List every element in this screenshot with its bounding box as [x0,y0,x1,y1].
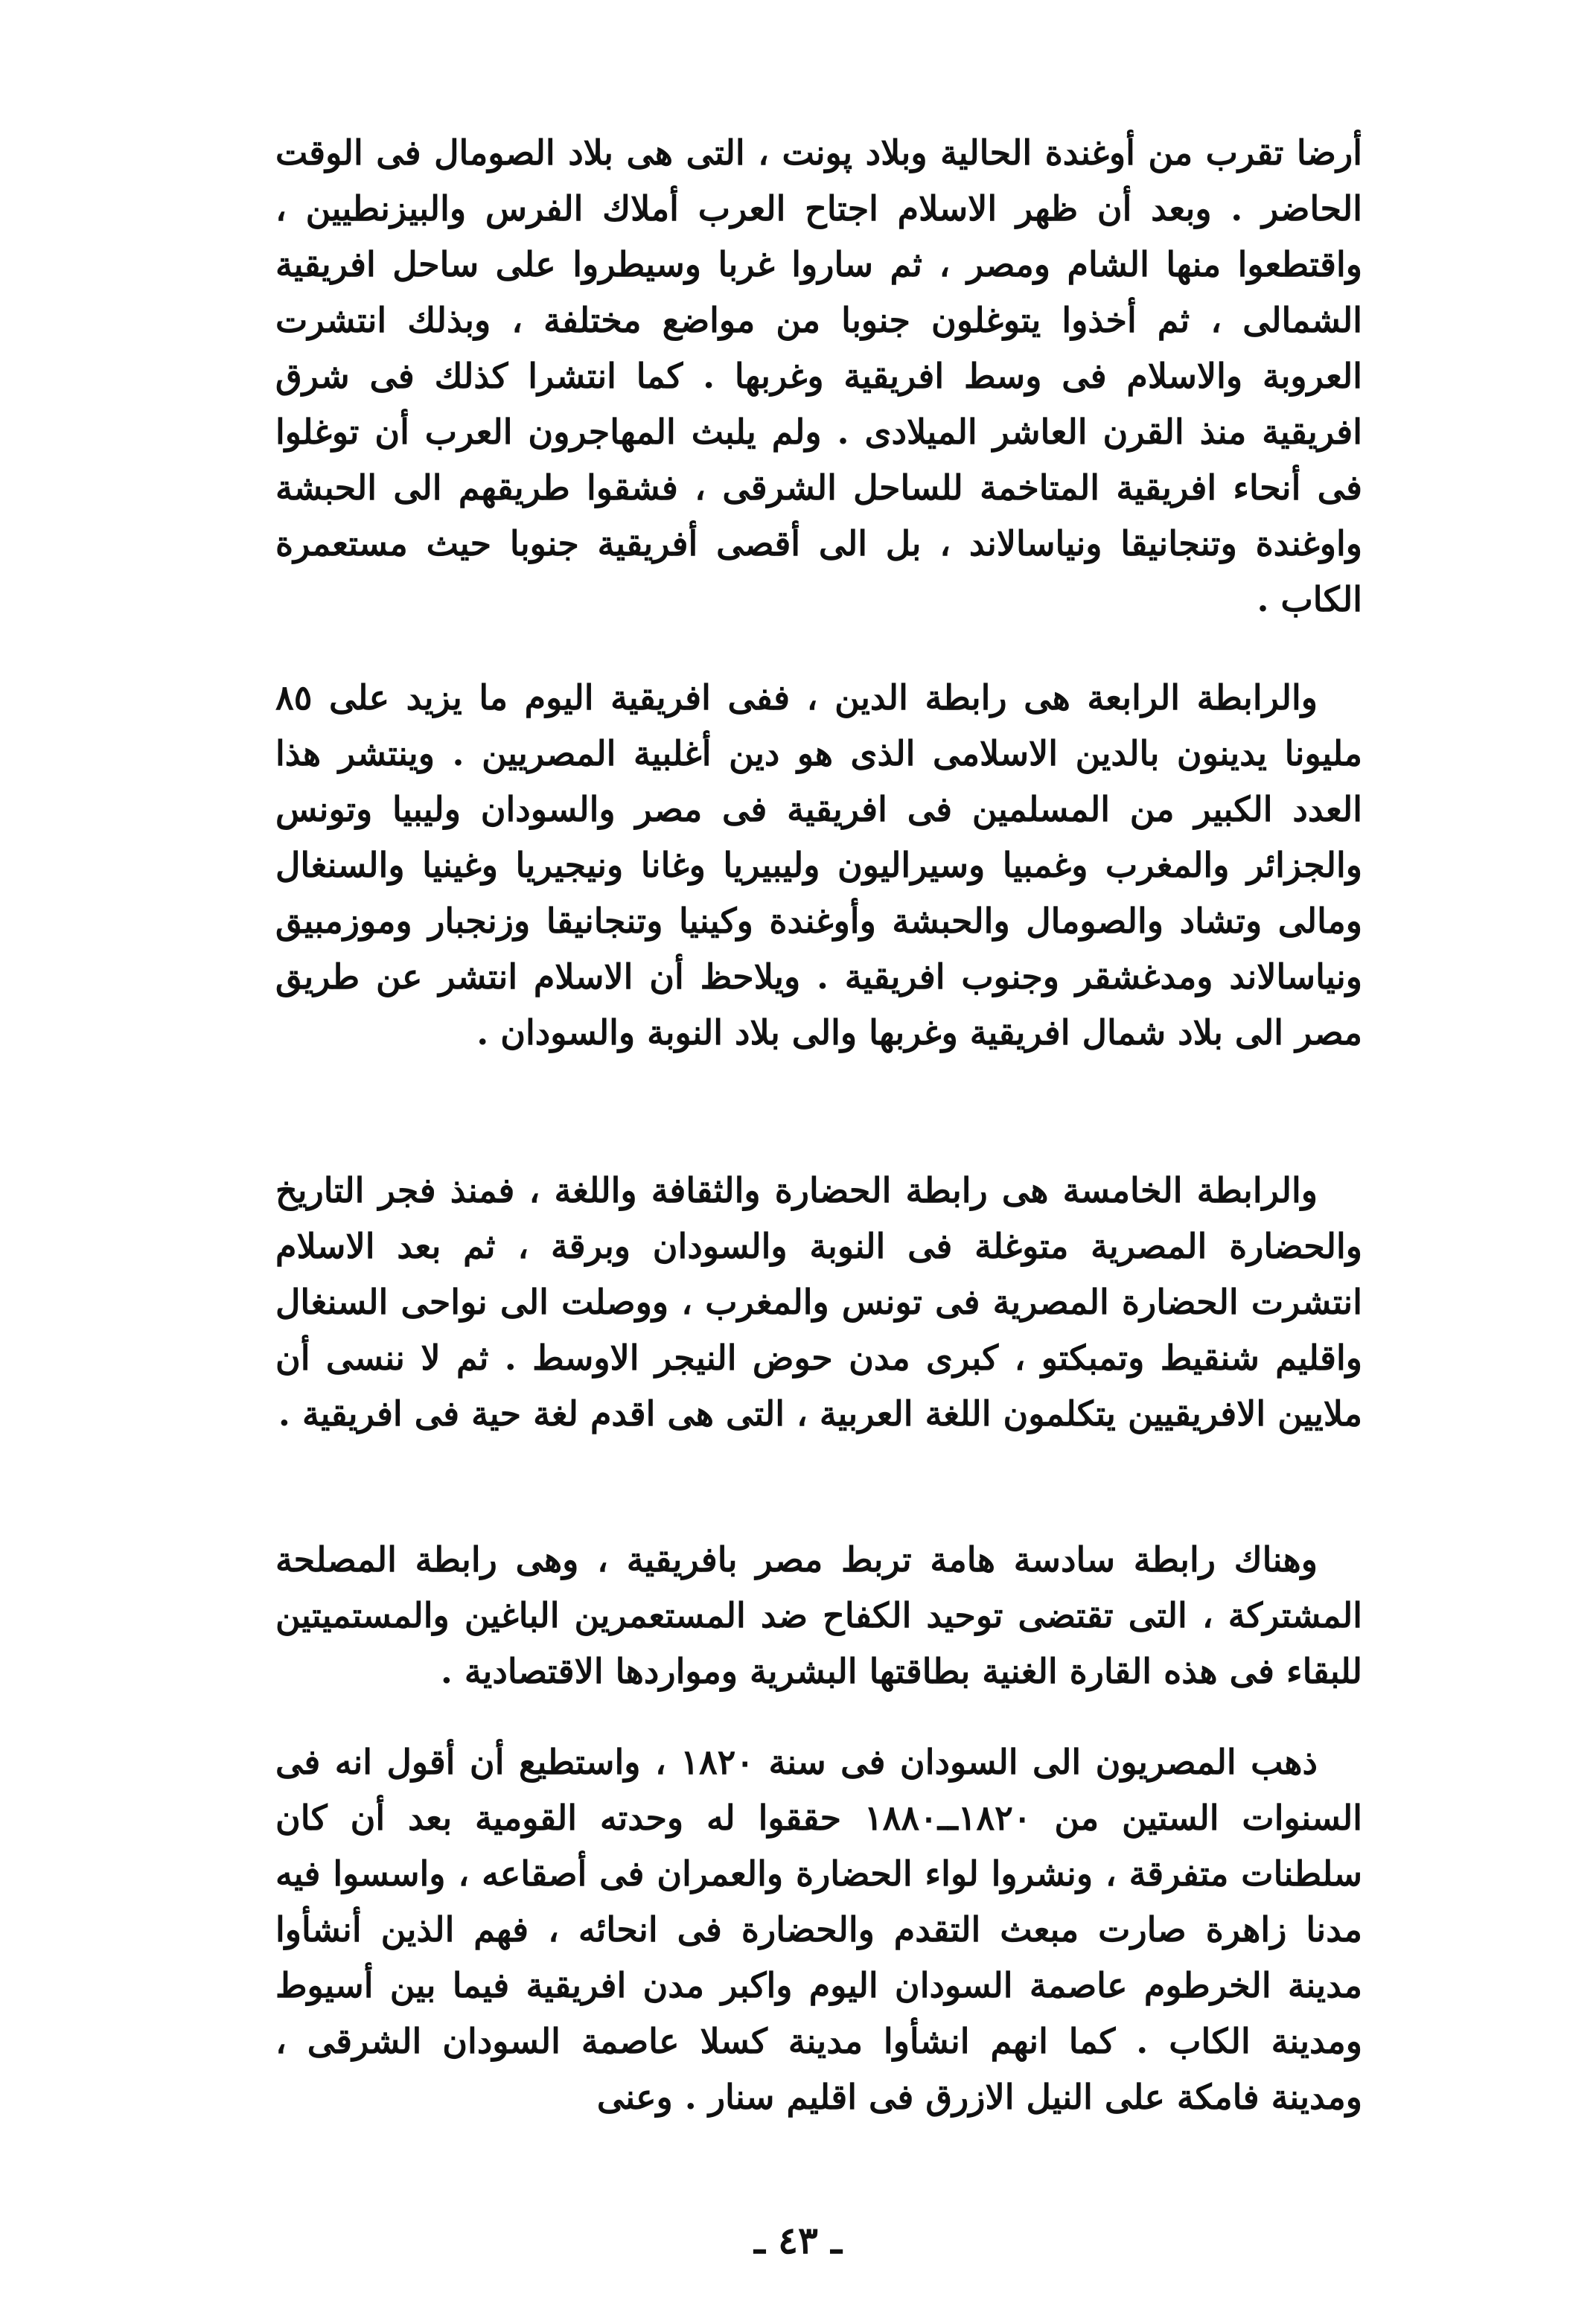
paragraph-text: ذهب المصريون الى السودان فى سنة ١٨٢٠ ، واستطيع أن أقول انه فى السنوات الستين من ١٨٢٠ــ١٨٨٠ حققوا له وحدته القومية بعد أن كان سلطنات متفرقة ، ونشروا لواء الحضارة والعمران فى أصقاعه ، واسسوا فيه مدنا زاهرة صارت مبعث التقدم والحضارة فى انحائه ، فهم الذين أنشأوا مدينة الخرطوم عاصمة السودان اليوم واكبر مدن افريقية فيما بين أسيوط ومدينة الكاب . كما انهم انشأوا مدينة كسلا عاصمة السودان الشرقى ، ومدينة فامكة على النيل الازرق فى اقليم سنار . وعنى [275,1742,1362,2117]
body-paragraph [275,670,1362,1061]
body-paragraph [275,125,1362,628]
paragraph-text: والرابطة الرابعة هى رابطة الدين ، ففى افريقية اليوم ما يزيد على ٨٥ مليونا يدينون بالدين الاسلامى الذى هو دين أغلبية المصريين . وينتشر هذا العدد الكبير من المسلمين فى افريقية فى مصر والسودان وليبيا وتونس والجزائر والمغرب وغمبيا وسيراليون وليبيريا وغانا ونيجيريا وغينيا والسنغال ومالى وتشاد والصومال والحبشة وأوغندة وكينيا وتنجانيقا وزنجبار وموزمبيق ونياسالاند ومدغشقر وجنوب افريقية . ويلاحظ أن الاسلام انتشر عن طريق مصر الى بلاد شمال افريقية وغربها والى بلاد النوبة والسودان . [275,677,1362,1053]
page-number: ـ ٤٣ ـ [754,2218,842,2262]
body-paragraph [275,1163,1362,1442]
body-paragraph [275,1734,1362,2125]
paragraph-text: أرضا تقرب من أوغندة الحالية وبلاد پونت ، التى هى بلاد الصومال فى الوقت الحاضر . وبعد أن ظهر الاسلام اجتاح العرب أملاك الفرس والبيزنطيين ، واقتطعوا منها الشام ومصر ، ثم ساروا غربا وسيطروا على ساحل افريقية الشمالى ، ثم أخذوا يتوغلون جنوبا من مواضع مختلفة ، وبذلك انتشرت العروبة والاسلام فى وسط افريقية وغربها . كما انتشرا كذلك فى شرق افريقية منذ القرن العاشر الميلادى . ولم يلبث المهاجرون العرب أن توغلوا فى أنحاء افريقية المتاخمة للساحل الشرقى ، فشقوا طريقهم الى الحبشة واوغندة وتنجانيقا ونياسالاند ، بل الى أقصى أفريقية جنوبا حيث مستعمرة الكاب . [275,132,1362,619]
paragraph-text: وهناك رابطة سادسة هامة تربط مصر بافريقية ، وهى رابطة المصلحة المشتركة ، التى تقتضى توحيد الكفاح ضد المستعمرين الباغين والمستميتين للبقاء فى هذه القارة الغنية بطاقتها البشرية ومواردها الاقتصادية . [275,1539,1362,1691]
body-paragraph [275,1532,1362,1699]
paragraph-text: والرابطة الخامسة هى رابطة الحضارة والثقافة واللغة ، فمنذ فجر التاريخ والحضارة المصرية متوغلة فى النوبة والسودان وبرقة ، ثم بعد الاسلام انتشرت الحضارة المصرية فى تونس والمغرب ، ووصلت الى نواحى السنغال واقليم شنقيط وتمبكتو ، كبرى مدن حوض النيجر الاوسط . ثم لا ننسى أن ملايين الافريقيين يتكلمون اللغة العربية ، التى هى اقدم لغة حية فى افريقية . [275,1170,1362,1434]
